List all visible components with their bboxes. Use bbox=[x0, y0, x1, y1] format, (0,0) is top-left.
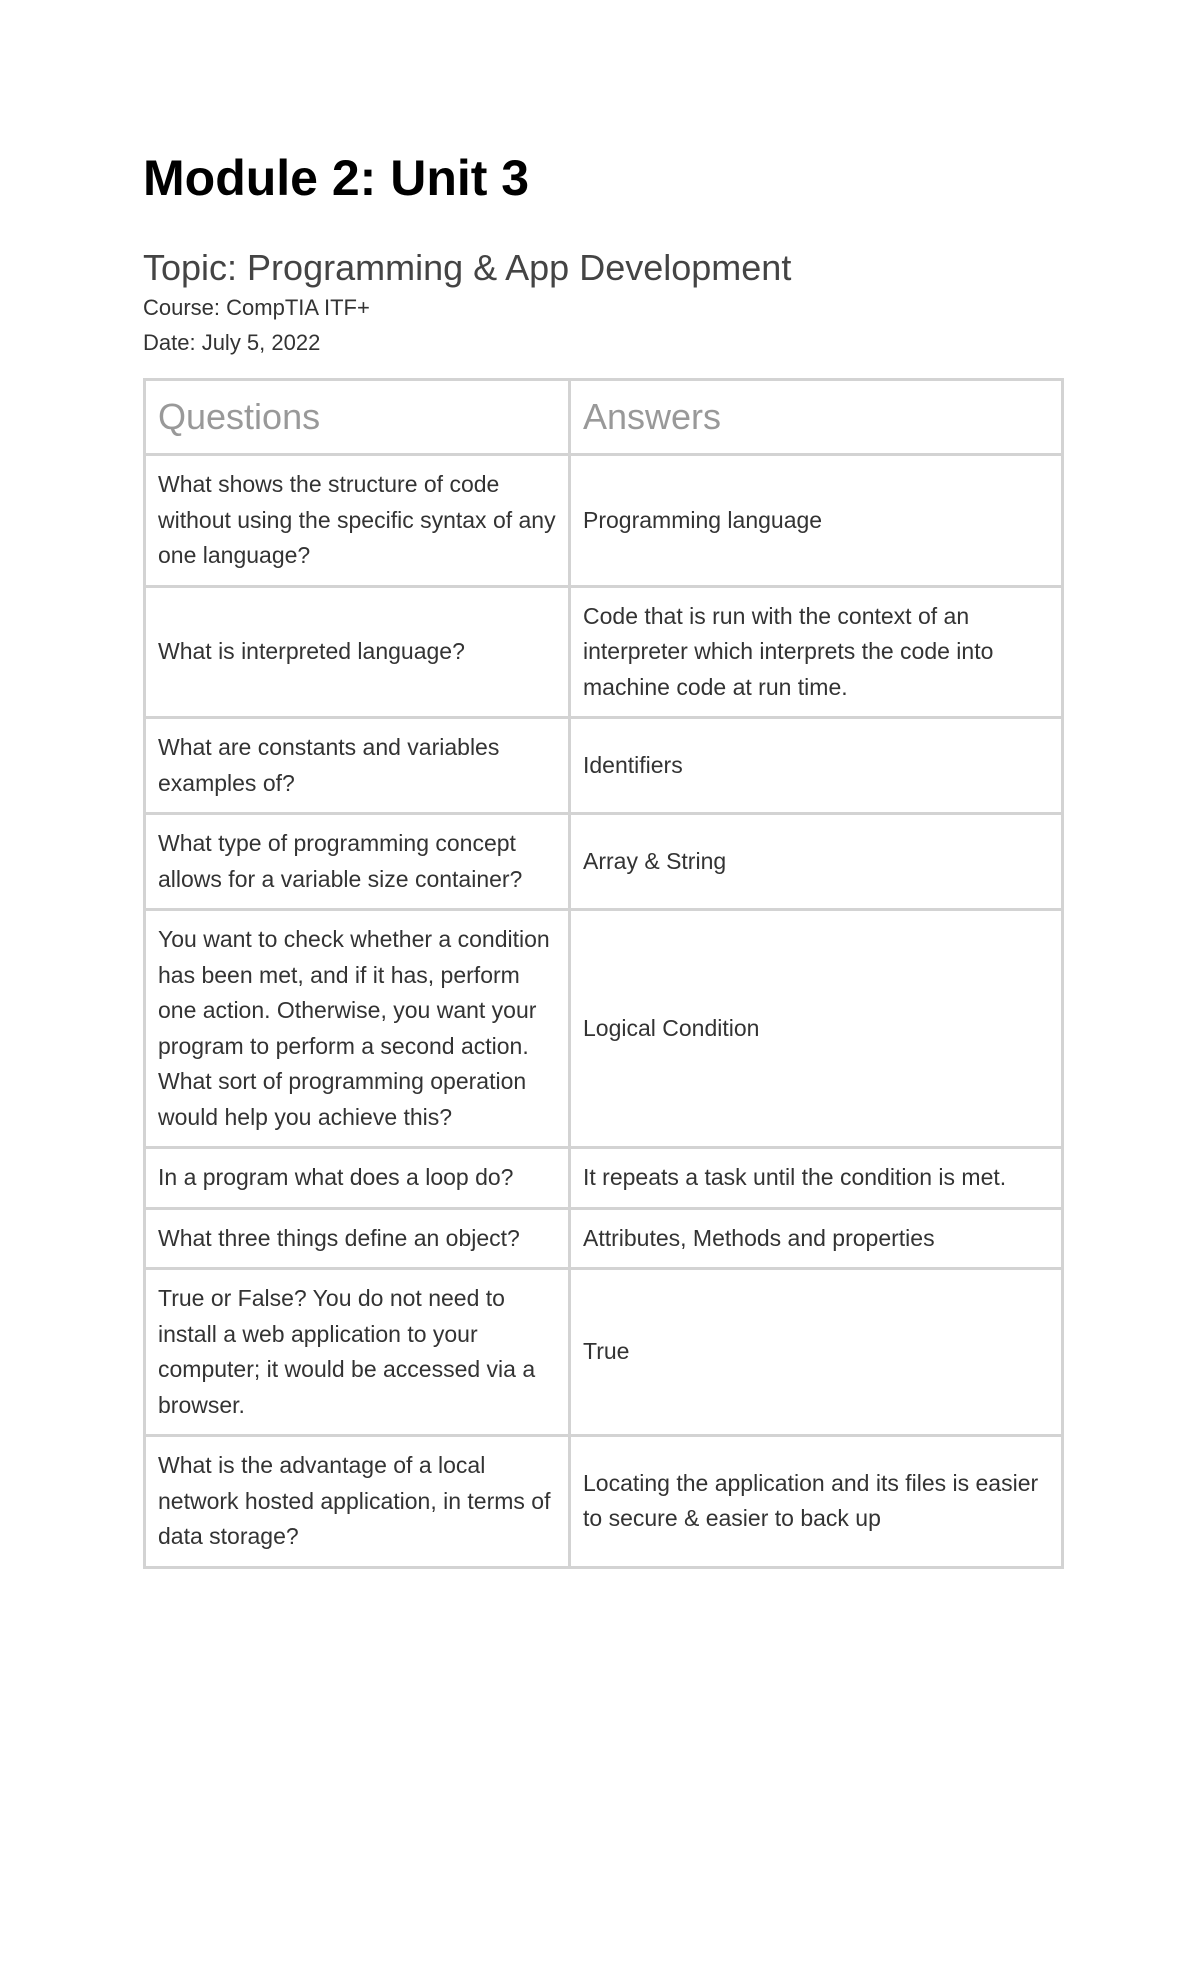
table-row bbox=[145, 814, 1063, 910]
answer-cell: Code that is run with the context of an interpreter which interprets the code into machine code at run time. bbox=[570, 586, 1063, 718]
qa-table bbox=[143, 378, 1064, 1569]
answer-cell: Identifiers bbox=[570, 718, 1063, 814]
answer-cell: Locating the application and its files is easier to secure & easier to back up bbox=[570, 1436, 1063, 1568]
question-cell: What are constants and variables examples of? bbox=[145, 718, 570, 814]
topic-heading: Topic: Programming & App Development bbox=[143, 247, 792, 288]
answer-cell: Attributes, Methods and properties bbox=[570, 1208, 1063, 1269]
question-cell: True or False? You do not need to install a web application to your computer; it would be accessed via a browser. bbox=[145, 1269, 570, 1436]
table-header-row bbox=[145, 380, 1063, 455]
table-row bbox=[145, 1436, 1063, 1568]
table-row bbox=[145, 1208, 1063, 1269]
page-title: Module 2: Unit 3 bbox=[143, 150, 530, 206]
question-cell: What is the advantage of a local network hosted application, in terms of data storage? bbox=[145, 1436, 570, 1568]
table-row bbox=[145, 1269, 1063, 1436]
table-row bbox=[145, 718, 1063, 814]
date-line: Date: July 5, 2022 bbox=[143, 330, 321, 355]
answer-cell: Array & String bbox=[570, 814, 1063, 910]
course-line: Course: CompTIA ITF+ bbox=[143, 295, 370, 320]
document-page bbox=[143, 148, 1061, 1549]
question-cell: You want to check whether a condition has been met, and if it has, perform one action. Otherwise, you want your program to perform a second action. What sort of programming operation would help you achieve this? bbox=[145, 910, 570, 1148]
question-cell: What shows the structure of code without using the specific syntax of any one language? bbox=[145, 455, 570, 587]
question-cell: What is interpreted language? bbox=[145, 586, 570, 718]
document-meta bbox=[143, 290, 1061, 360]
answer-cell: Programming language bbox=[570, 455, 1063, 587]
table-row bbox=[145, 455, 1063, 587]
question-cell: What type of programming concept allows for a variable size container? bbox=[145, 814, 570, 910]
table-row bbox=[145, 586, 1063, 718]
answer-cell: Logical Condition bbox=[570, 910, 1063, 1148]
questions-header: Questions bbox=[145, 380, 570, 455]
table-row bbox=[145, 910, 1063, 1148]
question-cell: In a program what does a loop do? bbox=[145, 1148, 570, 1209]
answers-header: Answers bbox=[570, 380, 1063, 455]
question-cell: What three things define an object? bbox=[145, 1208, 570, 1269]
table-row bbox=[145, 1148, 1063, 1209]
answer-cell: True bbox=[570, 1269, 1063, 1436]
answer-cell: It repeats a task until the condition is met. bbox=[570, 1148, 1063, 1209]
